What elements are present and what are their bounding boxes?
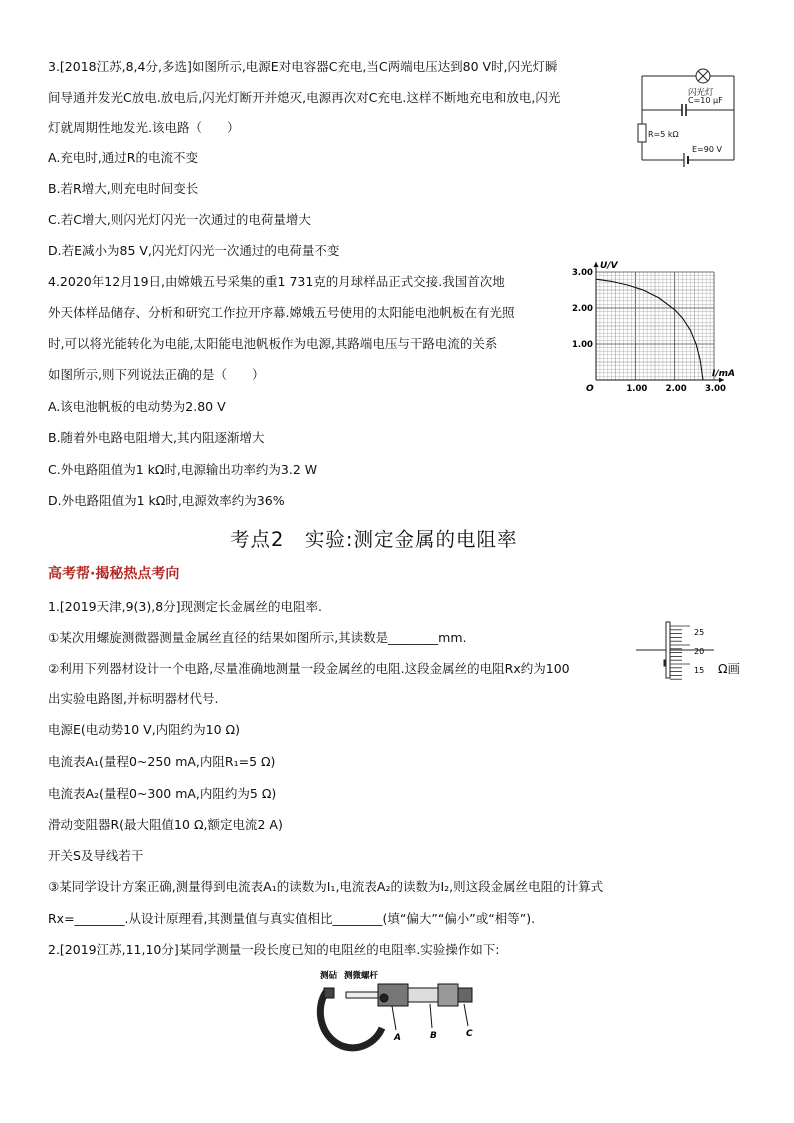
exp1-part3-line-2: Rx=________.从设计原理看,其测量值与真实值相比________(填“偏大”“偏小”或“相等”). — [48, 911, 536, 926]
q3-stem-line-1: 3.[2018江苏,8,4分,多选]如图所示,电源E对电容器C充电,当C两端电压达到80 V时,闪光灯瞬 — [48, 59, 558, 74]
exp1-part1: ①某次用螺旋测微器测量金属丝直径的结果如图所示,其读数是________mm. — [48, 630, 467, 645]
label-b: B — [430, 1031, 437, 1041]
exp1-item-rheostat: 滑动变阻器R(最大阻值10 Ω,额定电流2 A) — [48, 817, 283, 832]
lamp-label: 闪光灯 — [688, 88, 714, 98]
exp1-stem: 1.[2019天津,9(3),8分]现测定长金属丝的电阻率. — [48, 599, 323, 614]
scale-label-25: 25 — [694, 628, 705, 637]
micrometer-scale-figure — [636, 620, 718, 680]
flash-lamp-circuit-diagram — [634, 62, 744, 174]
q3-option-b: B.若R增大,则充电时间变长 — [48, 181, 199, 196]
brand-banner: 高考帮·揭秘热点考向 — [48, 566, 180, 582]
u-i-chart — [570, 246, 750, 396]
spindle — [346, 992, 382, 998]
exp1-part2-line-2: 出实验电路图,并标明器材代号. — [48, 691, 219, 706]
q4-stem-line-2: 外天体样品储存、分析和研究工作拉开序幕.嫦娥五号使用的太阳能电池帆板在有光照 — [48, 305, 515, 320]
q3-stem-line-3: 灯就周期性地发光.该电路（ ） — [48, 120, 240, 135]
exp1-part3-line-1: ③某同学设计方案正确,测量得到电流表A₁的读数为I₁,电流表A₂的读数为I₂,则这段金属丝电阻的计算式 — [48, 879, 604, 894]
q4-option-c: C.外电路阻值为1 kΩ时,电源输出功率约为3.2 W — [48, 462, 318, 477]
exp1-part2-unit: Ω画 — [718, 661, 741, 676]
exp1-item-source: 电源E(电动势10 V,内阻约为10 Ω) — [48, 722, 240, 737]
resistor-label: R=5 kΩ — [648, 130, 679, 139]
q4-stem-line-3: 时,可以将光能转化为电能,太阳能电池帆板作为电源,其路端电压与干路电流的关系 — [48, 336, 498, 351]
micrometer-frame — [320, 992, 382, 1048]
chart-origin-label: O — [586, 384, 594, 394]
label-a: A — [394, 1033, 401, 1043]
chart-x-axis-label: I/mA — [712, 369, 735, 379]
micrometer-figure — [312, 966, 482, 1060]
resistor-symbol — [638, 124, 646, 142]
exp1-item-switch: 开关S及导线若干 — [48, 848, 144, 863]
exp1-item-ammeter-1: 电流表A₁(量程0~250 mA,内阻R₁=5 Ω) — [48, 754, 276, 769]
label-spindle: 测微螺杆 — [344, 971, 379, 981]
x-tick-label: 2.00 — [665, 384, 687, 394]
scale-label-15: 15 — [694, 666, 705, 675]
y-axis-arrow — [594, 262, 599, 267]
q4-option-a: A.该电池帆板的电动势为2.80 V — [48, 399, 226, 414]
q3-stem-line-2: 间导通并发光C放电.放电后,闪光灯断开并熄灭,电源再次对C充电.这样不断地充电和放电,闪光 — [48, 90, 561, 105]
thimble-edge — [666, 622, 670, 678]
label-anvil: 测砧 — [320, 971, 338, 981]
chart-ticks — [572, 268, 726, 394]
capacitor-label: C=10 μF — [688, 96, 723, 105]
x-tick-label: 3.00 — [705, 384, 726, 394]
y-tick-label: 2.00 — [572, 304, 593, 314]
exp2-stem: 2.[2019江苏,11,10分]某同学测量一段长度已知的电阻丝的电阻率.实验操作如下: — [48, 942, 500, 957]
y-tick-label: 1.00 — [572, 340, 593, 350]
source-label: E=90 V — [692, 145, 722, 154]
q3-option-c: C.若C增大,则闪光灯闪光一次通过的电荷量增大 — [48, 212, 311, 227]
chart-grid — [596, 272, 714, 380]
q3-option-a: A.充电时,通过R的电流不变 — [48, 150, 198, 165]
q3-option-d: D.若E减小为85 V,闪光灯闪光一次通过的电荷量不变 — [48, 243, 340, 258]
label-c: C — [466, 1029, 473, 1039]
scale-label-20: 20 — [694, 647, 705, 656]
ratchet — [458, 988, 472, 1002]
exp1-item-ammeter-2: 电流表A₂(量程0~300 mA,内阻约为5 Ω) — [48, 786, 277, 801]
section-title: 考点2 实验:测定金属的电阻率 — [230, 528, 518, 551]
chart-y-axis-label: U/V — [600, 261, 618, 271]
x-tick-label: 1.00 — [626, 384, 648, 394]
q4-option-b: B.随着外电路电阻增大,其内阻逐渐增大 — [48, 430, 265, 445]
q4-stem-line-4: 如图所示,则下列说法正确的是（ ） — [48, 367, 265, 382]
lock-nut — [380, 994, 388, 1002]
thimble — [438, 984, 458, 1006]
y-tick-label: 3.00 — [572, 268, 593, 278]
q4-option-d: D.外电路阻值为1 kΩ时,电源效率约为36% — [48, 493, 285, 508]
q4-stem-line-1: 4.2020年12月19日,由嫦娥五号采集的重1 731克的月球样品正式交接.我国首次地 — [48, 274, 505, 289]
exp1-part2-line-1: ②利用下列器材设计一个电路,尽量准确地测量一段金属丝的电阻.这段金属丝的电阻Rx约为100 — [48, 661, 570, 676]
anvil — [324, 988, 334, 998]
sleeve — [408, 988, 438, 1002]
